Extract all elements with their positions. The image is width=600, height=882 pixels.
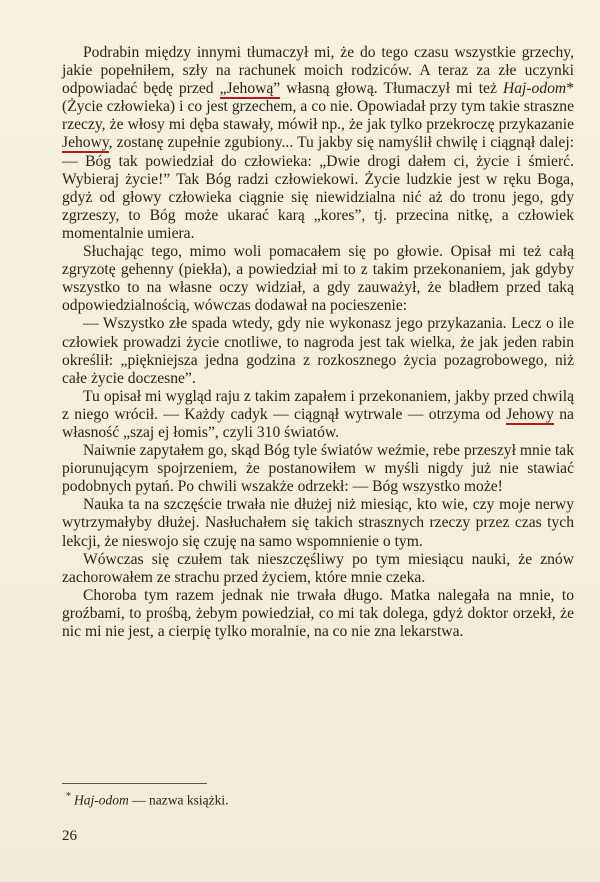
paragraph: [62, 587, 574, 641]
text-run: na własność „szaj ej łomis”, czyli 310 światów.: [62, 405, 574, 441]
paragraph: [62, 315, 574, 387]
text-run: własną głową. Tłumaczył mi też: [280, 80, 503, 98]
text-run: Słuchając tego, mimo woli pomacałem się po głowie. Opisał mi też całą zgryzotę gehenny (piekła), a powiedział mi to z takim przekonaniem, jak gdyby wszystko to na własne oczy widział, a gdy zauważył, że bladłem przed taką odpowiedzialnością, wówczas dodawał na pocieszenie:: [62, 243, 574, 315]
text-run: Nauka ta na szczęście trwała nie dłużej niż miesiąc, kto wie, czy moje nerwy wytrzymałyby dłużej. Nasłuchałem się takich strasznych rzeczy przez czas tych lekcji, że nieswojo się czuję na samo wspomnienie o tym.: [62, 496, 574, 550]
paragraph: [62, 442, 574, 496]
footnote-term: Haj-odom: [74, 792, 129, 808]
paragraph: [62, 496, 574, 550]
text-run: Naiwnie zapytałem go, skąd Bóg tyle światów weźmie, rebe przeszył mnie tak piorunującym spojrzeniem, że postanowiłem w myśli nigdy już nie stawiać podobnych pytań. Po chwili wszakże odrzekł: — Bóg wszystko może!: [62, 442, 574, 496]
footnote-definition: — nazwa książki.: [128, 792, 229, 808]
footnote-divider: [62, 783, 207, 784]
text-run: , zostanę zupełnie zgubiony... Tu jakby się namyślił chwilę i ciągnął dalej: — Bóg tak powiedział do człowieka: „Dwie drogi dałem ci, życie i śmierć. Wybieraj życie!” Tak Bóg radzi człowiekowi. Życie ludzkie jest w ręku Boga, gdyż od głowy człowieka ciągnie się niewidzialna nić aż do tronu jego, gdy zgrzeszy, to Bóg może ukarać karą „kores”, tj. przecina nitkę, a człowiek momentalnie umiera.: [62, 134, 574, 242]
text-run: Choroba tym razem jednak nie trwała długo. Matka nalegała na mnie, to groźbami, to prośbą, żebym powiedział, co mi tak dolega, gdyż doktor orzekł, że nic mi nie jest, a cierpię tylko moralnie, na co nie zna lekarstwa.: [62, 586, 574, 640]
page-number: 26: [62, 828, 77, 844]
paragraph: [62, 551, 574, 587]
underlined-word: „Jehową”: [219, 80, 281, 98]
text-run: Podrabin między innymi tłumaczył mi, że do tego czasu wszystkie grzechy, jakie popełniłem, szły na rachunek moich rodziców. A teraz za złe uczynki odpowiadać będę przed: [62, 44, 574, 98]
underlined-word: Jehowy: [62, 134, 109, 152]
footnote: [66, 789, 366, 809]
paragraph: [62, 243, 574, 315]
text-run: — Wszystko złe spada wtedy, gdy nie wykonasz jego przykazania. Lecz o ile człowiek prowadzi życie cnotliwe, to nagroda jest tak wielka, że jak jeden rabin określił: „piękniejsza jedna godzina z rozkosznego życia pozagrobowego, niż całe życie doczesne”.: [62, 315, 574, 387]
text-run: Wówczas się czułem tak nieszczęśliwy po tym miesiącu nauki, że znów zachorowałem ze strachu przed życiem, które mnie czeka.: [62, 550, 574, 586]
underlined-word: Jehowy: [506, 405, 554, 423]
text-run: Tu opisał mi wygląd raju z takim zapałem i przekonaniem, jakby przed chwilą z niego wrócił. — Każdy cadyk — ciągnął wytrwale — otrzyma od: [62, 387, 574, 423]
paragraph: [62, 44, 574, 243]
footnote-marker: *: [66, 791, 71, 802]
page-body-text: [62, 44, 574, 641]
text-run: * (Życie człowieka) i co jest grzechem, a co nie. Opowiadał przy tym takie straszne rzeczy, że włosy mi dęba stawały, mówił np., że jak tylko przekroczę przykazanie: [62, 80, 574, 134]
paragraph: [62, 388, 574, 442]
italic-title: Haj-odom: [502, 80, 567, 98]
